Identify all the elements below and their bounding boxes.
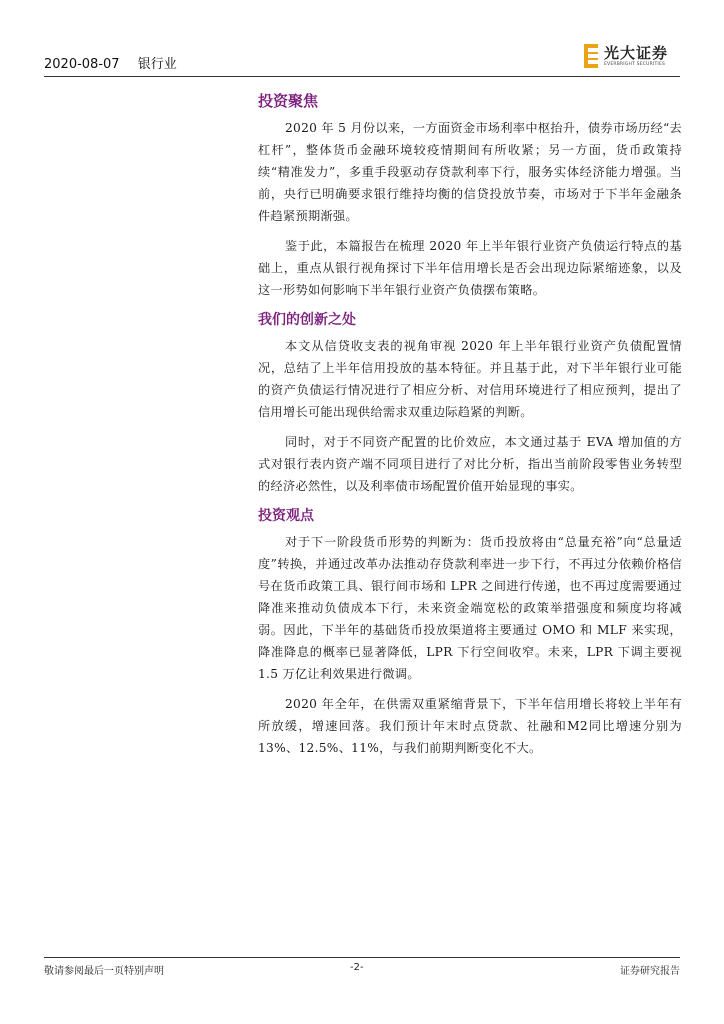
paragraph: 对于下一阶段货币形势的判断为：货币投放将由“总量充裕”向“总量适度”转换，并通过改革办法推动存贷款利率进一步下行，不再过分依赖价格信号在货币政策工具、银行间市场和 LPR 之间进行传递，也不再过度需要通过降准来推动负债成本下行，未来资金端宽松的政策举措强度和频度均将减弱。因此，下半年的基础货币投放渠道将主要通过 OMO 和 MLF 来实现，降准降息的概率已显著降低，LPR 下行空间收窄。未来，LPR 下调主要视 1.5 万亿让利效果进行微调。 <box>258 535 682 681</box>
report-date: 2020-08-07 <box>44 57 120 72</box>
header-info <box>44 53 177 72</box>
company-logo <box>584 42 680 72</box>
everbright-logo-icon <box>584 44 598 68</box>
section-title: 投资观点 <box>258 508 314 524</box>
paragraph: 本文从信贷收支表的视角审视 2020 年上半年银行业资产负债配置情况，总结了上半年信用投放的基本特征。并且基于此，对下半年银行业可能的资产负债运行情况进行了相应分析、对信用环境进行了相应预判，提出了信用增长可能出现供给需求双重边际趋紧的判断。 <box>258 339 682 419</box>
report-type: 证券研究报告 <box>620 966 680 977</box>
paragraph: 鉴于此，本篇报告在梳理 2020 年上半年银行业资产负债运行特点的基础上，重点从银行视角探讨下半年信用增长是否会出现边际紧缩迹象，以及这一形势如何影响下半年银行业资产负债摆布策略。 <box>258 239 682 297</box>
section-investment-view <box>258 505 682 759</box>
logo-name-cn: 光大证券 <box>604 44 669 62</box>
paragraph: 同时，对于不同资产配置的比价效应，本文通过基于 EVA 增加值的方式对银行表内资产端不同项目进行了对比分析，指出当前阶段零售业务转型的经济必然性，以及利率债市场配置价值开始显现的事实。 <box>258 435 682 493</box>
logo-name-en: EVERBRIGHT SECURITIES <box>604 62 666 67</box>
paragraph: 2020 年全年，在供需双重紧缩背景下，下半年信用增长将较上半年有所放缓，增速回落。我们预计年末时点贷款、社融和M2同比增速分别为13%、12.5%、11%，与我们前期判断变化不大。 <box>258 697 682 755</box>
section-title: 我们的创新之处 <box>258 312 356 328</box>
paragraph: 2020 年 5 月份以来，一方面资金市场利率中枢抬升，债券市场历经“去杠杆”，整体货币金融环境较疫情期间有所收紧；另一方面，货币政策持续“精准发力”，多重手段驱动存贷款利率下行，服务实体经济能力增强。当前，央行已明确要求银行维持均衡的信贷投放节奏，市场对于下半年金融条件趋紧预期渐强。 <box>258 121 682 223</box>
footer-disclaimer: 敬请参阅最后一页特别声明 <box>44 966 164 977</box>
sector-label: 银行业 <box>137 57 177 72</box>
page-number: -2- <box>350 962 364 973</box>
footer-divider <box>44 957 680 958</box>
section-title: 投资聚焦 <box>258 92 319 110</box>
main-content <box>258 90 682 767</box>
page-header <box>44 40 680 77</box>
section-investment-focus <box>258 90 682 301</box>
section-innovation <box>258 309 682 497</box>
